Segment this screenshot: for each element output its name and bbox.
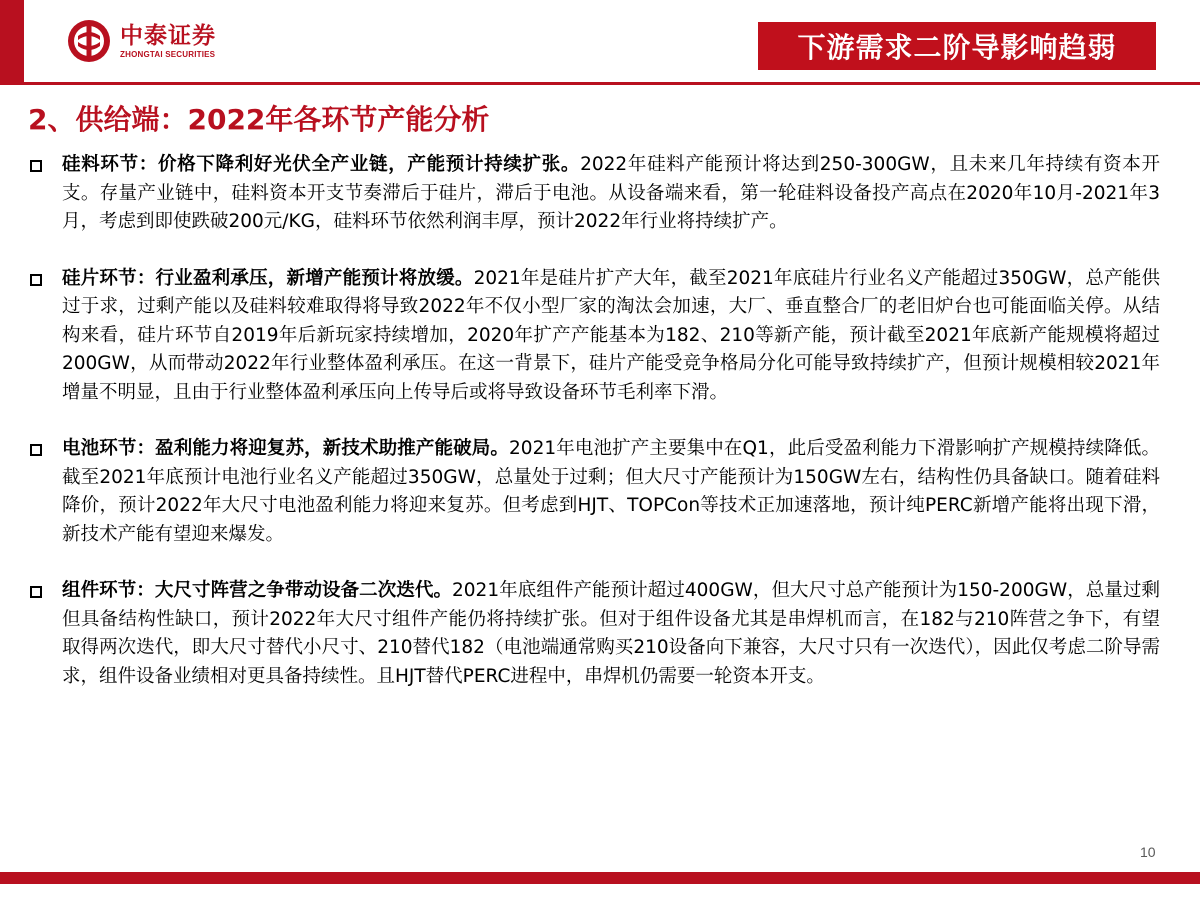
- list-item-text: [62, 435, 1160, 549]
- logo-name-cn: 中泰证券: [120, 23, 216, 49]
- logo-name-en: ZHONGTAI SECURITIES: [120, 50, 216, 59]
- square-bullet-icon: [30, 444, 42, 456]
- zhongtai-logo-icon: [66, 18, 112, 64]
- item-heading: 硅料环节：价格下降利好光伏全产业链，产能预计持续扩张。: [62, 154, 581, 175]
- item-heading: 硅片环节：行业盈利承压，新增产能预计将放缓。: [62, 267, 474, 289]
- square-bullet-icon: [30, 274, 42, 286]
- item-body: 2021年底组件产能预计超过400GW，但大尺寸总产能预计为150-200GW，总量过剩但具备结构性缺口，预计2022年大尺寸组件产能仍将持续扩张。但对于组件设备尤其是串焊机而言，在182与210阵营之争下，有望取得两次迭代，即大尺寸替代小尺寸、210替代182（电池端通常购买210设备向下兼容，大尺寸只有一次迭代），因此仅考虑二阶导需求，组件设备业绩相对更具备持续性。且HJT替代PERC进程中，串焊机仍需要一轮资本开支。: [62, 580, 1160, 687]
- square-bullet-icon: [30, 586, 42, 598]
- content-list: [30, 151, 1160, 719]
- header-divider: [0, 82, 1200, 85]
- item-heading: 电池环节：盈利能力将迎复苏，新技术助推产能破局。: [62, 438, 510, 459]
- list-item-module: [30, 577, 1160, 691]
- square-bullet-icon: [30, 160, 42, 172]
- item-body: 2021年是硅片扩产大年，截至2021年底硅片行业名义产能超过350GW，总产能供过于求，过剩产能以及硅料较难取得将导致2022年不仅小型厂家的淘汰会加速，大厂、垂直整合厂的老旧炉台也可能面临关停。从结构来看，硅片环节自2019年后新玩家持续增加，2020年扩产产能基本为182、210等新产能，预计截至2021年底新产能规模将超过200GW，从而带动2022年行业整体盈利承压。在这一背景下，硅片产能受竞争格局分化可能导致持续扩产，但预计规模相较2021年增量不明显，且由于行业整体盈利承压向上传导后或将导致设备环节毛利率下滑。: [62, 267, 1160, 403]
- item-body: 2021年电池扩产主要集中在Q1，此后受盈利能力下滑影响扩产规模持续降低。截至2021年底预计电池行业名义产能超过350GW，总量处于过剩；但大尺寸产能预计为150GW左右，结构性仍具备缺口。随着硅料降价，预计2022年大尺寸电池盈利能力将迎来复苏。但考虑到HJT、TOPCon等技术正加速落地，预计纯PERC新增产能将出现下滑，新技术产能有望迎来爆发。: [62, 438, 1160, 545]
- list-item-text: [62, 577, 1160, 691]
- list-item-cell: [30, 435, 1160, 549]
- list-item-text: [62, 151, 1160, 237]
- item-body: 2022年硅料产能预计将达到250-300GW，且未来几年持续有资本开支。存量产业链中，硅料资本开支节奏滞后于硅片，滞后于电池。从设备端来看，第一轮硅料设备投产高点在2020年10月-2021年3月，考虑到即使跌破200元/KG，硅料环节依然利润丰厚，预计2022年行业将持续扩产。: [62, 154, 1160, 232]
- item-heading: 组件环节：大尺寸阵营之争带动设备二次迭代。: [62, 580, 453, 601]
- list-item-wafer: [30, 265, 1160, 408]
- footer-bar: [0, 872, 1200, 884]
- page-number: 10: [1140, 844, 1156, 860]
- section-title: 2、供给端：2022年各环节产能分析: [28, 103, 490, 136]
- list-item-polysilicon: [30, 151, 1160, 237]
- company-logo: [66, 18, 216, 64]
- list-item-text: [62, 265, 1160, 408]
- header-left-accent-strip: [0, 0, 24, 82]
- header-banner-title: 下游需求二阶导影响趋弱: [758, 22, 1156, 70]
